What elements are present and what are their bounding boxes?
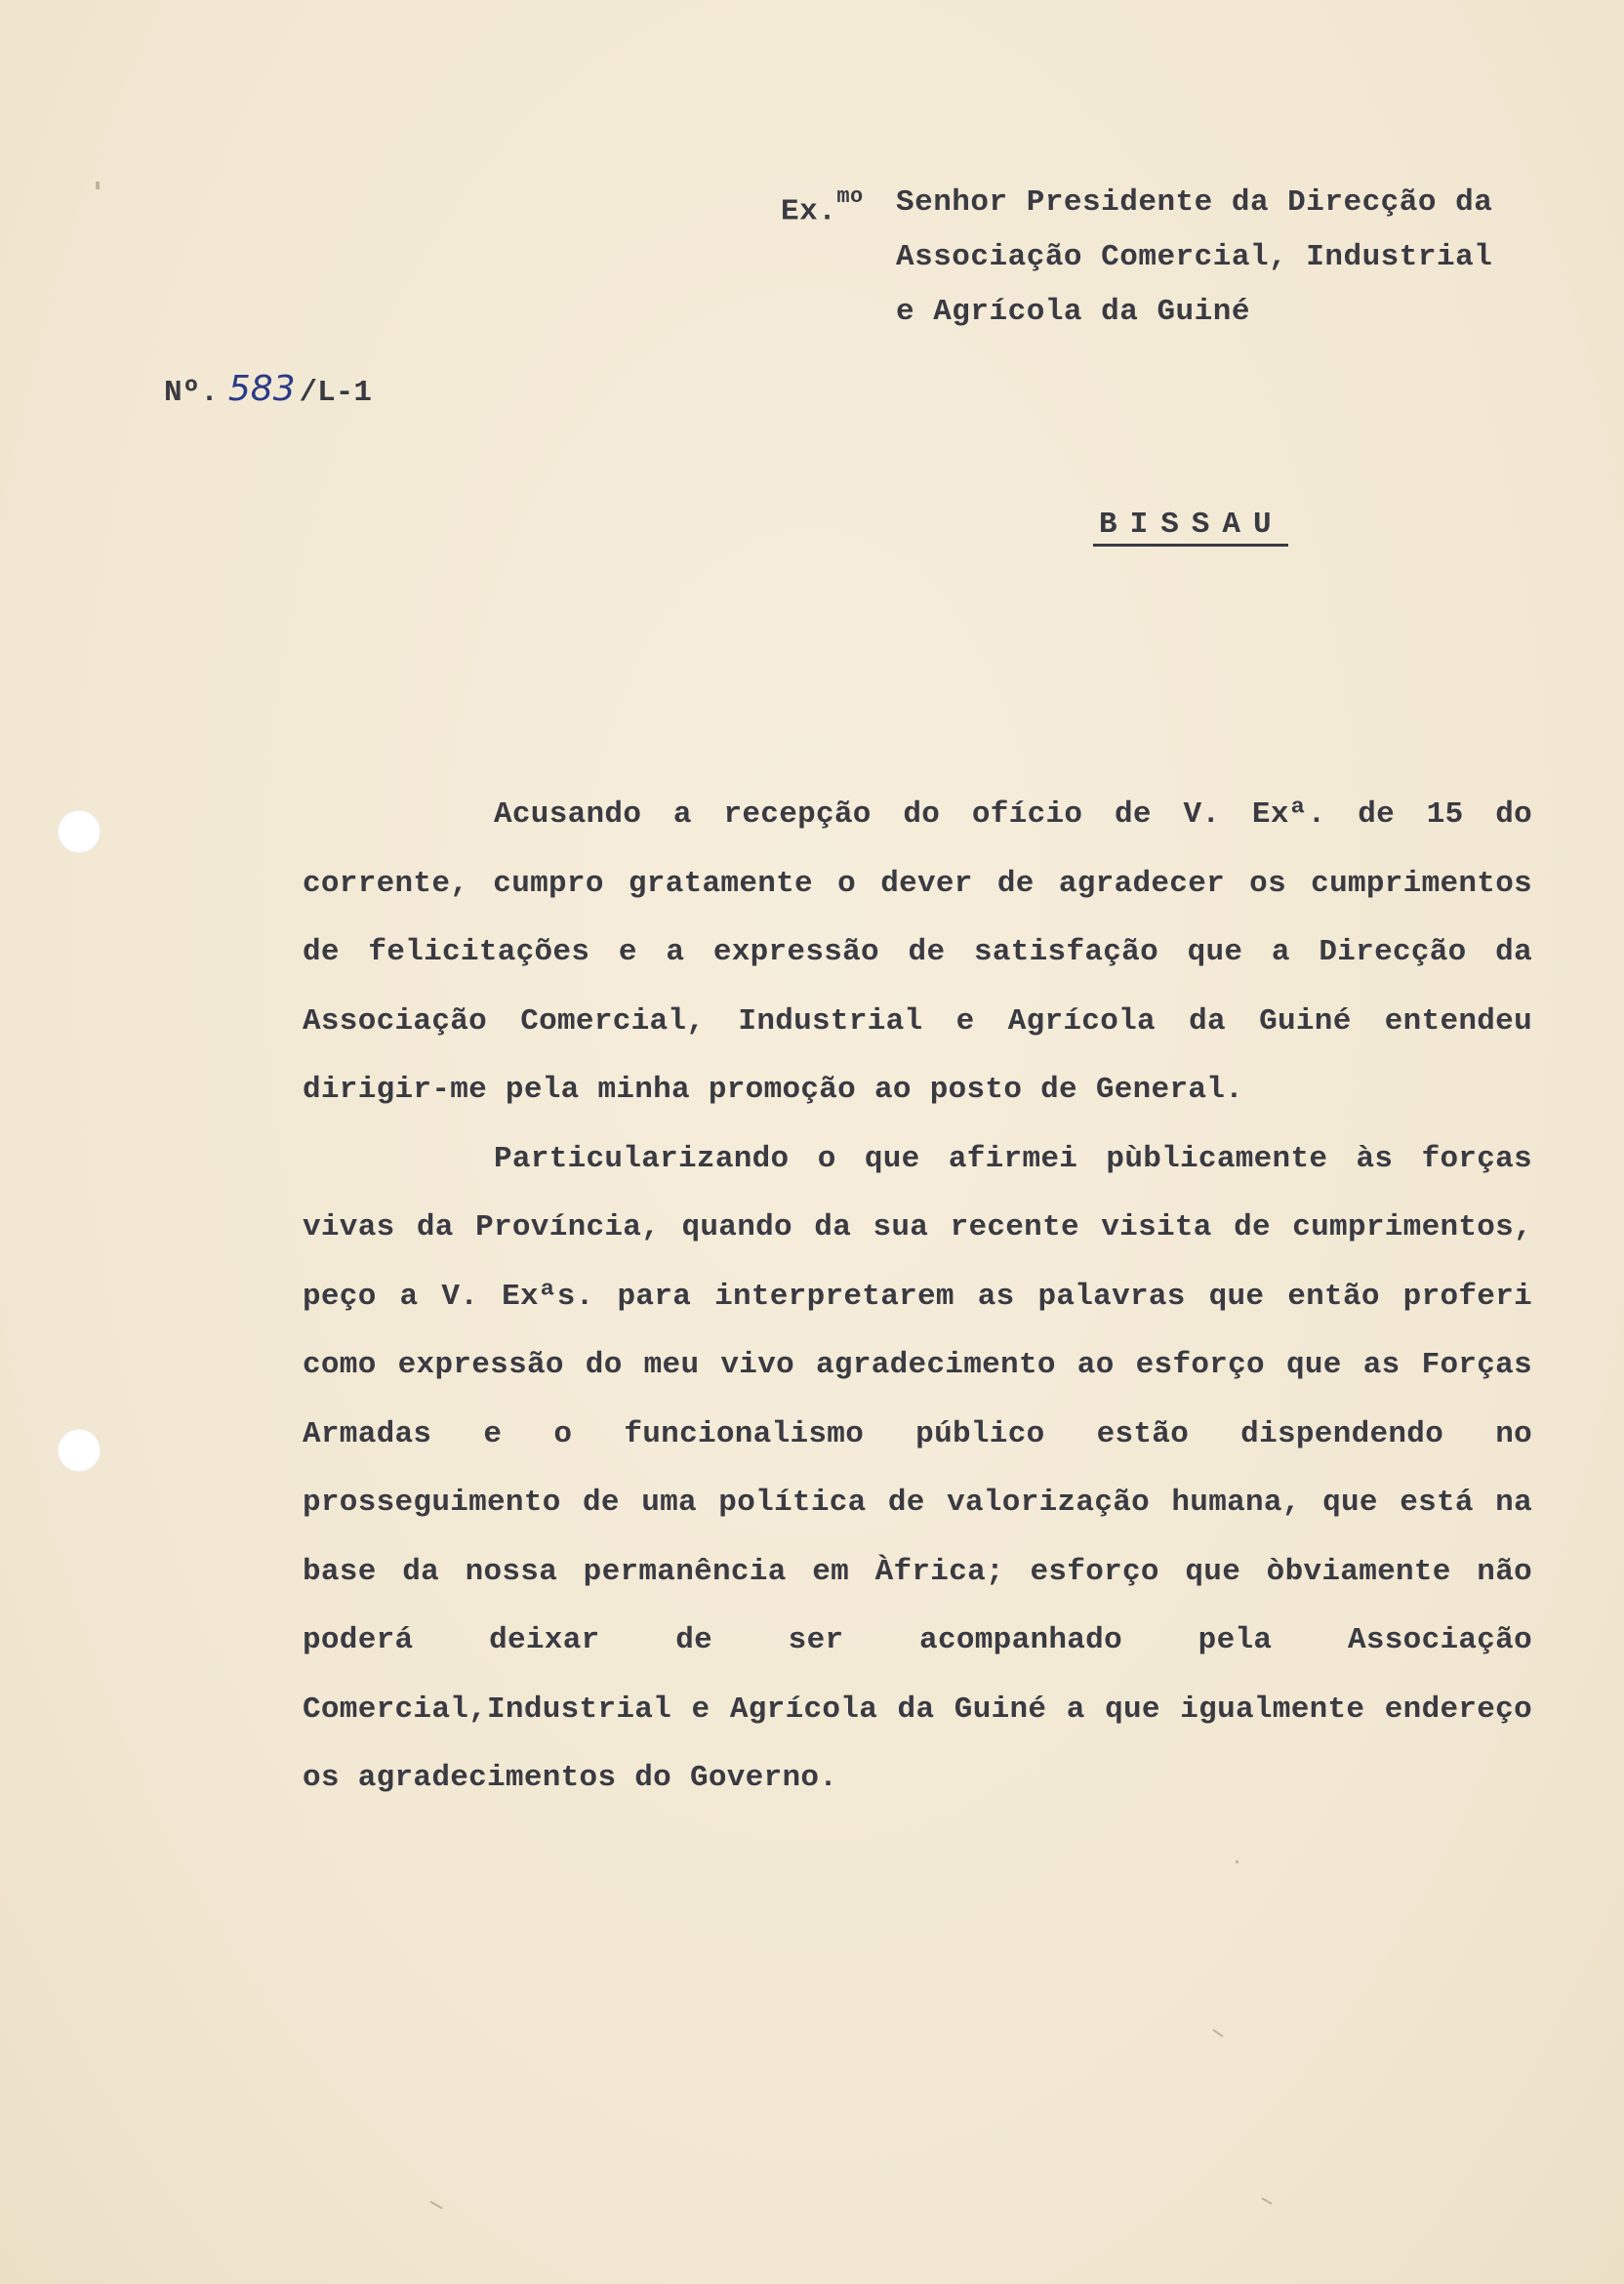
paper-speck [429,2201,442,2210]
salutation-prefix: Ex. [781,194,837,229]
paper-speck [1213,2029,1224,2038]
addressee-line-3: e Agrícola da Guiné [896,295,1250,329]
addressee-block [781,176,1562,340]
addressee-line-2: Associação Comercial, Industrial [896,240,1493,274]
paper-speck [1261,2197,1272,2205]
paragraph-2: Particularizando o que afirmei pùblicamente às forças vivas da Província, quando da sua recente visita de cumprimentos, peço a V. Exªs. para interpretarem as palavras que então proferi como expressão do meu vivo agradecimento ao esforço que as Forças Armadas e o funcionalismo público estão dispendendo no prosseguimento de uma política de valorização humana, que está na base da nossa permanência em Àfrica; esforço que òbviamente não poderá deixar de ser acompanhado pela Associação Comercial,Industrial e Agrícola da Guiné a que igualmente endereço os agradecimentos do Governo. [303,1141,1532,1795]
reference-suffix: /L-1 [299,376,372,410]
reference-handwritten-number: 583 [227,369,296,409]
reference-number [164,369,372,410]
reference-prefix: Nº. [164,376,219,410]
addressee-line-1: Senhor Presidente da Direcção da [896,185,1493,220]
punch-hole-upper [58,810,101,853]
place-heading: BISSAU [1093,508,1288,547]
punch-hole-lower [58,1429,101,1472]
paper-speck [1236,1860,1238,1863]
paper-speck [96,182,100,189]
letter-body [303,781,1532,1814]
salutation-superscript: mo [836,184,864,209]
paragraph-1: Acusando a recepção do ofício de V. Exª. de 15 do corrente, cumpro gratamente o dever de agradecer os cumprimentos de felicitações e a expressão de satisfação que a Direcção da Associação Comercial, Industrial e Agrícola da Guiné entendeu dirigir-me pela minha promoção ao posto de General. [303,797,1532,1107]
